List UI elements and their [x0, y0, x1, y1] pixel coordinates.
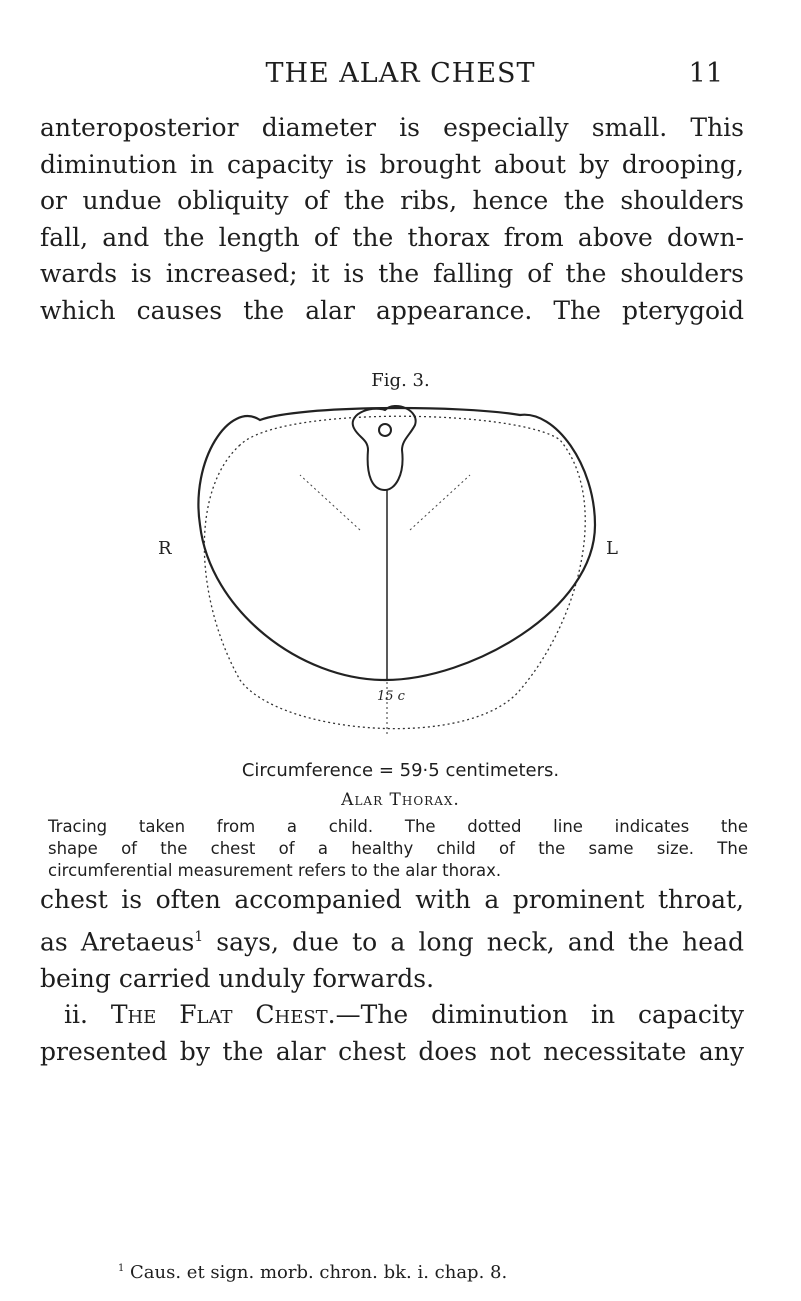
- running-title: THE ALAR CHEST: [265, 58, 536, 89]
- caption-line: Tracing taken from a child. The dotted line indicates the: [48, 817, 748, 836]
- page-header: [0, 58, 801, 98]
- left-marker-R: R: [158, 538, 172, 559]
- text-line: diminution in capacity is brought about by drooping,: [40, 149, 744, 179]
- text-line: as Aretaeus$^1$ says, due to a long neck, and the head: [40, 926, 744, 956]
- figure-caption: [48, 816, 748, 882]
- text-line: chest is often accompanied with a prominent throat,: [40, 885, 744, 914]
- text-line: being carried unduly forwards.: [40, 963, 435, 993]
- text-line: anteroposterior diameter is especially small. This: [40, 113, 744, 142]
- page-number: 11: [688, 58, 723, 89]
- footnote: [118, 1262, 758, 1283]
- healthy-chest-outline: [204, 416, 585, 728]
- text-line: or undue obliquity of the ribs, hence the shoulders: [40, 186, 744, 216]
- author-name: as Aretaeus: [40, 926, 195, 956]
- circumference-caption: Circumference = 59·5 centimeters.: [241, 760, 560, 781]
- section-heading-line: ii. The Flat Chest.—The diminution in capacity: [64, 1000, 744, 1030]
- footnote-marker: 1: [118, 1263, 125, 1274]
- vertebra-icon: [353, 406, 416, 490]
- section-title: The Flat Chest.: [110, 1000, 336, 1030]
- figure-title: Alar Thorax.: [341, 790, 460, 810]
- footnote-text: Caus. et sign. morb. chron. bk. i. chap. 8.: [124, 1262, 508, 1283]
- figure-label: Fig. 3.: [371, 370, 430, 391]
- bottom-paragraph: [40, 882, 744, 1070]
- alar-thorax-figure: [140, 390, 660, 745]
- right-marker-L: L: [606, 538, 618, 559]
- text-line: fall, and the length of the thorax from above down-: [40, 222, 744, 252]
- alar-chest-outline: [198, 408, 595, 680]
- caption-line: circumferential measurement refers to the alar thorax.: [48, 861, 502, 880]
- text-line: wards is increased; it is the falling of the shoulders: [40, 259, 744, 289]
- top-paragraph: [40, 110, 744, 330]
- measure-label: 15 c: [377, 689, 405, 704]
- text-line: which causes the alar appearance. The pterygoid: [40, 295, 744, 325]
- section-number: ii.: [64, 1000, 111, 1030]
- caption-line: shape of the chest of a healthy child of the same size. The: [48, 839, 748, 858]
- text-line: presented by the alar chest does not necessitate any: [40, 1036, 744, 1066]
- footnote-ref[interactable]: 1: [194, 928, 204, 945]
